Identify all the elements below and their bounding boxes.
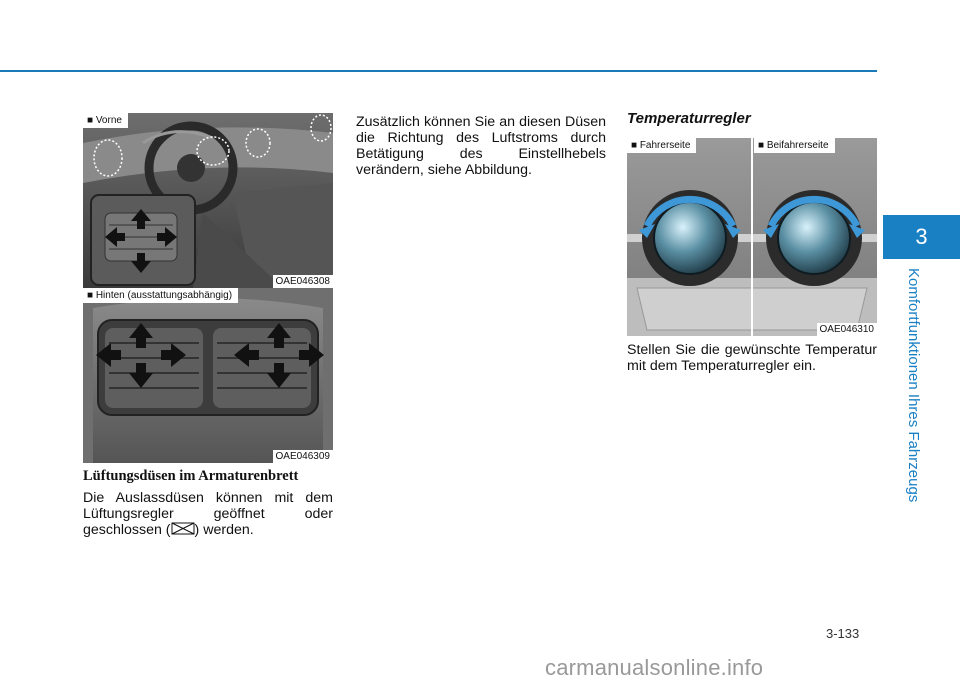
section-heading-temperature: Temperaturregler bbox=[627, 110, 751, 127]
dashboard-illustration bbox=[83, 113, 333, 288]
rear-vent-illustration bbox=[83, 288, 333, 463]
chapter-title: Komfortfunktionen Ihres Fahrzeugs bbox=[905, 268, 922, 503]
figure-temp-code: OAE046310 bbox=[817, 323, 878, 336]
page-number: 3-133 bbox=[826, 626, 860, 641]
header-rule bbox=[0, 70, 877, 72]
chapter-tab bbox=[883, 215, 960, 259]
closed-vent-icon bbox=[171, 522, 195, 535]
figure-front-code: OAE046308 bbox=[273, 275, 334, 288]
paragraph-temperature: Stellen Sie die gewünschte Temperatur mit dem Temperaturregler ein. bbox=[627, 342, 877, 374]
figure-temp-label-left: ■ Fahrerseite bbox=[627, 138, 696, 153]
figure-front-label: ■ Vorne bbox=[83, 113, 128, 128]
paragraph-vents-open-close bbox=[83, 490, 333, 538]
figure-rear-code: OAE046309 bbox=[273, 450, 334, 463]
figure-rear-label: ■ Hinten (ausstattungsabhängig) bbox=[83, 288, 238, 303]
figure-front-vents bbox=[83, 113, 333, 288]
paragraph-airflow-direction: Zusätzlich können Sie an diesen Düsen die Richtung des Luftstroms durch Betätigung des Einstellhebels verändern, siehe Abbildung. bbox=[356, 114, 606, 178]
section-heading-vents: Lüftungsdüsen im Armaturenbrett bbox=[83, 468, 299, 484]
figure-rear-vents bbox=[83, 288, 333, 463]
figure-temperature-controls bbox=[627, 138, 877, 336]
paragraph-vents-text-a: Die Auslassdüsen können mit dem Lüftungsregler geöffnet oder geschlossen ( bbox=[83, 490, 333, 538]
temperature-knobs-illustration bbox=[627, 138, 877, 336]
chapter-number: 3 bbox=[915, 224, 928, 249]
paragraph-vents-text-b: ) werden. bbox=[194, 522, 254, 538]
figure-temp-label-right: ■ Beifahrerseite bbox=[754, 138, 835, 153]
watermark-text: carmanualsonline.info bbox=[545, 655, 764, 680]
